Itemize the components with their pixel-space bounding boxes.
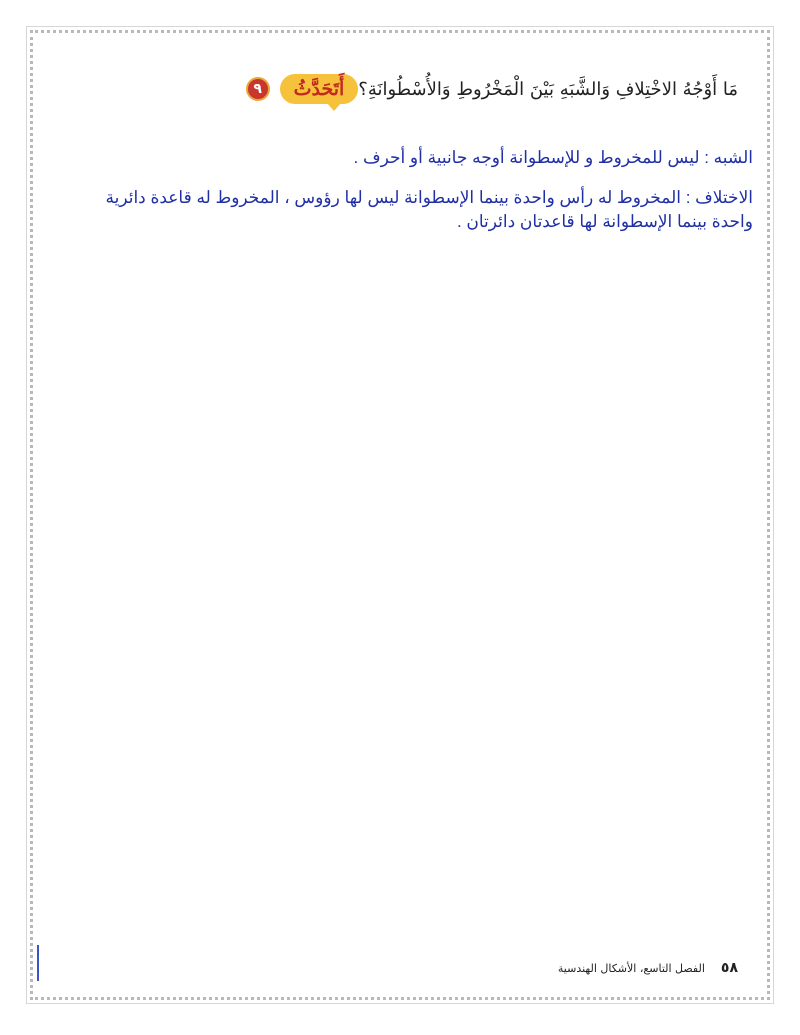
- answer-difference: الاختلاف : المخروط له رأس واحدة بينما الإسطوانة ليس لها رؤوس ، المخروط له قاعدة دائرية واحدة بينما الإسطوانة لها قاعدتان دائرتان .: [105, 188, 753, 231]
- margin-mark: [37, 945, 39, 981]
- page-footer: [558, 960, 738, 976]
- question-row: [232, 74, 738, 104]
- chapter-title: الفصل التاسع، الأشكال الهندسية: [557, 961, 705, 975]
- answer-similarity: الشبه : ليس للمخروط و للإسطوانة أوجه جانبية أو أحرف .: [353, 148, 753, 167]
- question-text: مَا أَوْجُهُ الاخْتِلافِ وَالشَّبَهِ بَيْنَ الْمَخْرُوطِ وَالأُسْطُوانَةِ؟: [358, 78, 738, 100]
- page-border: [30, 30, 770, 1000]
- page-number: ٥٨: [720, 960, 738, 976]
- speak-badge: أَتَحَدَّثُ: [280, 74, 359, 104]
- question-number: ٩: [246, 77, 270, 101]
